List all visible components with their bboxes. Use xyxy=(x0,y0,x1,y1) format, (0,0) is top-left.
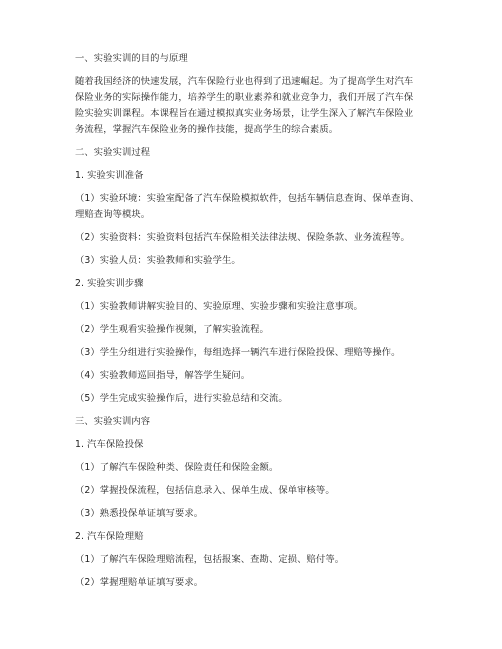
paragraph-line: 随着我国经济的快速发展，汽车保险行业也得到了迅速崛起。为了提高学生对汽车 xyxy=(75,76,414,87)
spacer xyxy=(75,545,435,552)
list-item-line: （1）实验环境：实验室配备了汽车保险模拟软件，包括车辆信息查询、保单查询、 xyxy=(75,193,420,204)
spacer xyxy=(75,67,435,74)
list-item-line: 理赔查询等模块。 xyxy=(75,209,151,220)
list-item-line: （2）掌握理赔单证填写要求。 xyxy=(75,577,204,588)
spacer xyxy=(75,430,435,437)
spacer xyxy=(75,453,435,460)
subsection-title: 1. 实验实训准备 xyxy=(75,170,144,181)
list-item-line: （5）学生完成实验操作后，进行实验总结和交流。 xyxy=(75,393,288,404)
spacer xyxy=(75,246,435,253)
section-heading: 三、实验实训内容 xyxy=(75,416,151,427)
paragraph-line: 务流程，掌握汽车保险业务的操作技能，提高学生的综合素质。 xyxy=(75,124,339,135)
list-item-line: （1）了解汽车保险理赔流程，包括报案、查勘、定损、赔付等。 xyxy=(75,554,345,565)
section-heading: 二、实验实训过程 xyxy=(75,147,151,158)
list-item-line: （1）了解汽车保险种类、保险责任和保险金额。 xyxy=(75,462,279,473)
spacer xyxy=(75,568,435,575)
paragraph-line: 保险业务的实际操作能力，培养学生的职业素养和就业竞争力，我们开展了汽车保 xyxy=(75,92,414,103)
spacer xyxy=(75,384,435,391)
document-body xyxy=(75,51,435,591)
spacer xyxy=(75,292,435,299)
spacer xyxy=(75,223,435,230)
subsection-title: 1. 汽车保险投保 xyxy=(75,439,144,450)
spacer xyxy=(75,184,435,191)
list-item-line: （2）学生观看实验操作视频，了解实验流程。 xyxy=(75,324,269,335)
spacer xyxy=(75,407,435,414)
spacer xyxy=(75,315,435,322)
list-item-line: （4）实验教师巡回指导，解答学生疑问。 xyxy=(75,370,251,381)
section-heading: 一、实验实训的目的与原理 xyxy=(75,53,188,64)
spacer xyxy=(75,269,435,276)
spacer xyxy=(75,361,435,368)
spacer xyxy=(75,338,435,345)
list-item-line: （2）实验资料：实验资料包括汽车保险相关法律法规、保险条款、业务流程等。 xyxy=(75,232,410,243)
list-item-line: （3）实验人员：实验教师和实验学生。 xyxy=(75,255,241,266)
spacer xyxy=(75,138,435,145)
paragraph-line: 险实验实训课程。本课程旨在通过模拟真实业务场景，让学生深入了解汽车保险业 xyxy=(75,108,414,119)
subsection-title: 2. 汽车保险理赔 xyxy=(75,531,144,542)
subsection-title: 2. 实验实训步骤 xyxy=(75,278,144,289)
list-item-line: （3）熟悉投保单证填写要求。 xyxy=(75,508,204,519)
spacer xyxy=(75,499,435,506)
spacer xyxy=(75,476,435,483)
list-item-line: （3）学生分组进行实验操作，每组选择一辆汽车进行保险投保、理赔等操作。 xyxy=(75,347,401,358)
spacer xyxy=(75,161,435,168)
spacer xyxy=(75,522,435,529)
list-item-line: （1）实验教师讲解实验目的、实验原理、实验步骤和实验注意事项。 xyxy=(75,301,363,312)
list-item-line: （2）掌握投保流程，包括信息录入、保单生成、保单审核等。 xyxy=(75,485,335,496)
